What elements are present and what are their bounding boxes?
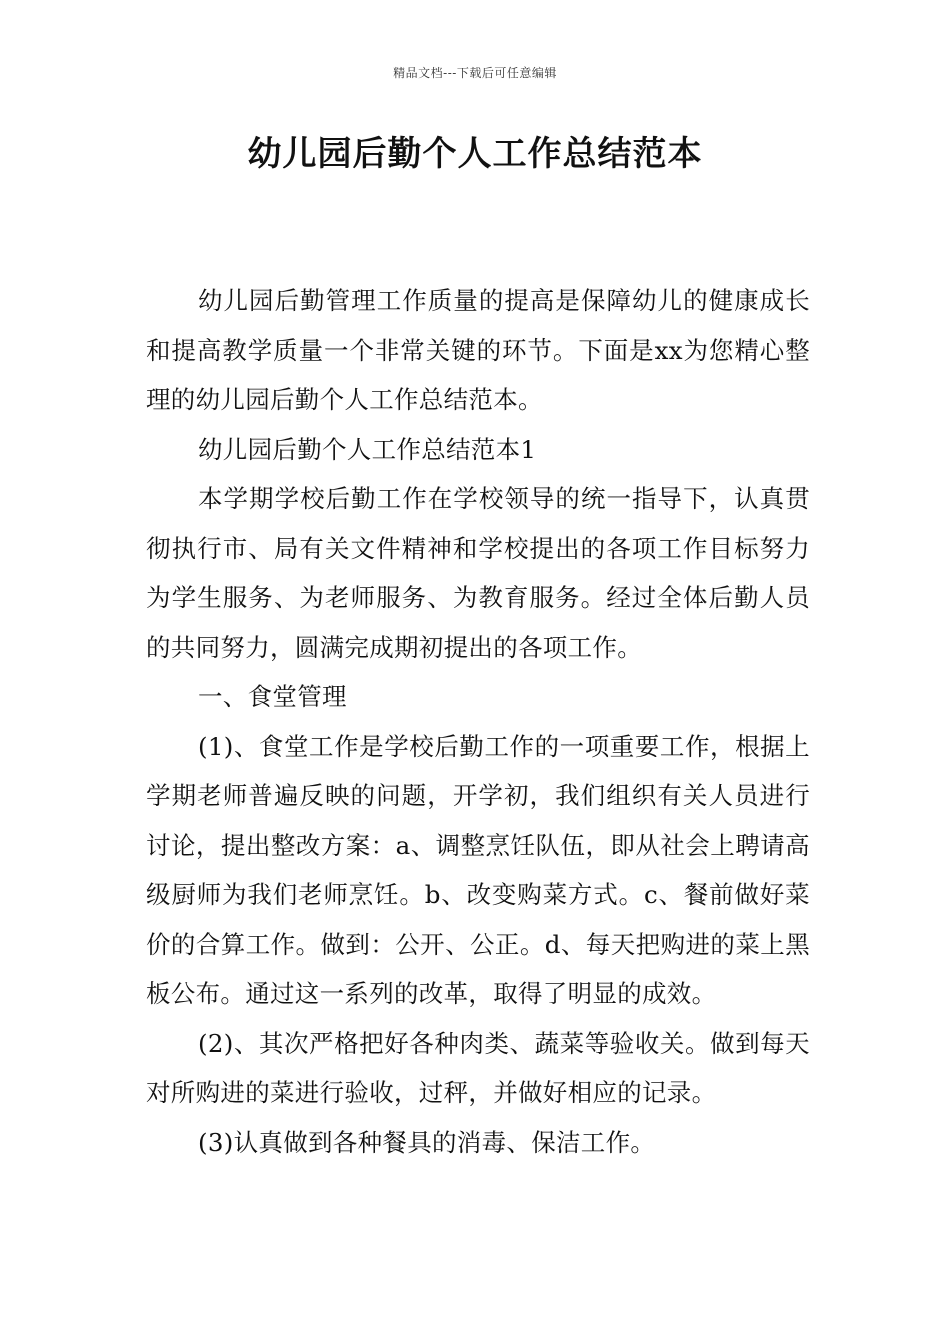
intro-paragraph: 幼儿园后勤管理工作质量的提高是保障幼儿的健康成长和提高教学质量一个非常关键的环节。下面是xx为您精心整理的幼儿园后勤个人工作总结范本。: [146, 286, 810, 414]
document-body: [146, 276, 810, 1167]
header-note: 精品文档---下载后可任意编辑: [393, 66, 557, 80]
body-paragraph: (1)、食堂工作是学校后勤工作的一项重要工作，根据上学期老师普遍反映的问题，开学初，我们组织有关人员进行讨论，提出整改方案：a、调整烹饪队伍，即从社会上聘请高级厨师为我们老师烹饪。b、改变购菜方式。c、餐前做好菜价的合算工作。做到：公开、公正。d、每天把购进的菜上黑板公布。通过这一系列的改革，取得了明显的成效。: [146, 731, 810, 1008]
body-paragraph: (3)认真做到各种餐具的消毒、保洁工作。: [198, 1127, 656, 1157]
body-paragraph: (2)、其次严格把好各种肉类、蔬菜等验收关。做到每天对所购进的菜进行验收，过秤，并做好相应的记录。: [146, 1028, 810, 1107]
subsection-heading: 一、食堂管理: [198, 682, 347, 711]
body-paragraph: 本学期学校后勤工作在学校领导的统一指导下，认真贯彻执行市、局有关文件精神和学校提出的各项工作目标努力为学生服务、为老师服务、为教育服务。经过全体后勤人员的共同努力，圆满完成期初提出的各项工作。: [146, 484, 810, 662]
document-title: 幼儿园后勤个人工作总结范本: [247, 134, 703, 174]
section-heading: 幼儿园后勤个人工作总结范本1: [198, 434, 537, 464]
